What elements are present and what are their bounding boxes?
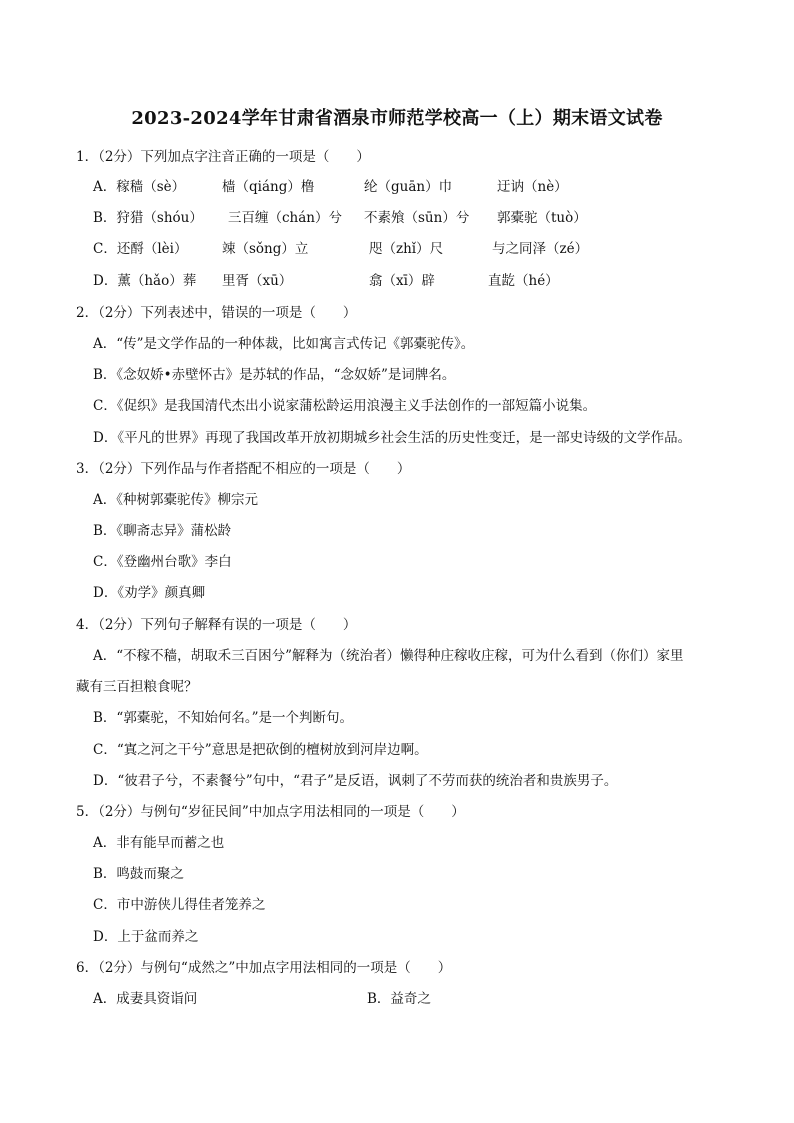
q4-option-c: C．“寘之河之干兮”意思是把砍倒的檀树放到河岸边啊。: [93, 742, 428, 758]
q4-option-a-line-1: A．“不稼不穑，胡取禾三百困兮”解释为（统治者）懒得种庄稼收庄稼，可为什么看到（你们）家里: [93, 648, 684, 664]
q1-option-c-item-2: 竦（sǒng）立: [222, 241, 309, 257]
q1-option-d-item-4: 直龁（hé）: [488, 273, 559, 289]
q1-option-d-item-1: D．薰（hǎo）葬: [93, 273, 197, 289]
q1-option-d-item-2: 里胥（xū）: [222, 273, 293, 289]
q1-option-d-item-3: 翕（xī）辟: [369, 273, 435, 289]
q1-option-b-item-1: B．狩猎（shóu）: [93, 210, 203, 226]
q1-option-b-item-4: 郭橐驼（tuò）: [497, 210, 587, 226]
q5-option-a: A．非有能早而蓄之也: [93, 835, 225, 851]
question-5-stem: 5．（2分）与例句“岁征民间”中加点字用法相同的一项是（ ）: [76, 804, 465, 820]
q1-option-c-item-4: 与之同泽（zé）: [492, 241, 589, 257]
q1-option-b-item-2: 三百缠（chán）兮: [228, 210, 342, 226]
question-2-stem: 2．（2分）下列表述中，错误的一项是（ ）: [76, 305, 357, 321]
q1-option-a-item-4: 迂讷（nè）: [497, 179, 568, 195]
q4-option-b: B．“郭橐驼，不知始何名。”是一个判断句。: [93, 710, 353, 726]
question-1-stem: 1．（2分）下列加点字注音正确的一项是（ ）: [76, 149, 370, 165]
question-6-stem: 6．（2分）与例句“成然之”中加点字用法相同的一项是（ ）: [76, 960, 452, 976]
q1-option-b-item-3: 不素飧（sūn）兮: [364, 210, 470, 226]
q1-option-a-item-2: 樯（qiáng）橹: [222, 179, 315, 195]
question-3-stem: 3．（2分）下列作品与作者搭配不相应的一项是（ ）: [76, 461, 411, 477]
q5-option-b: B．鸣鼓而聚之: [93, 866, 184, 882]
q6-option-a: A．成妻具资诣问: [93, 991, 198, 1007]
q6-option-b: B．益奇之: [367, 991, 431, 1007]
q2-option-b: B．《念奴娇•赤壁怀古》是苏轼的作品，“念奴娇”是词牌名。: [93, 367, 456, 383]
q1-option-a-item-3: 纶（guān）巾: [364, 179, 453, 195]
q4-option-a-line-2: 藏有三百担粮食呢？: [76, 679, 198, 695]
q1-option-c-item-3: 咫（zhǐ）尺: [369, 241, 444, 257]
question-4-stem: 4．（2分）下列句子解释有误的一项是（ ）: [76, 617, 357, 633]
q2-option-d: D．《平凡的世界》再现了我国改革开放初期城乡社会生活的历史性变迁，是一部史诗级的文学作品。: [93, 430, 692, 446]
q5-option-d: D．上于盆而养之: [93, 929, 199, 945]
q1-option-a-item-1: A．稼穑（sè）: [93, 179, 186, 195]
q3-option-d: D．《劝学》颜真卿: [93, 585, 206, 601]
q5-option-c: C．市中游侠儿得佳者笼养之: [93, 897, 266, 913]
q3-option-b: B．《聊斋志异》蒲松龄: [93, 523, 232, 539]
q2-option-c: C．《促织》是我国清代杰出小说家蒲松龄运用浪漫主义手法创作的一部短篇小说集。: [93, 398, 597, 414]
q1-option-c-item-1: C．还酹（lèi）: [93, 241, 188, 257]
q4-option-d: D．“彼君子兮，不素餐兮”句中，“君子”是反语，讽刺了不劳而获的统治者和贵族男子。: [93, 773, 618, 789]
q2-option-a: A．“传”是文学作品的一种体裁，比如寓言式传记《郭橐驼传》。: [93, 336, 475, 352]
q3-option-c: C．《登幽州台歌》李白: [93, 554, 232, 570]
page-title: 2023-2024学年甘肃省酒泉市师范学校高一（上）期末语文试卷: [131, 108, 663, 129]
q3-option-a: A．《种树郭橐驼传》柳宗元: [93, 492, 258, 508]
